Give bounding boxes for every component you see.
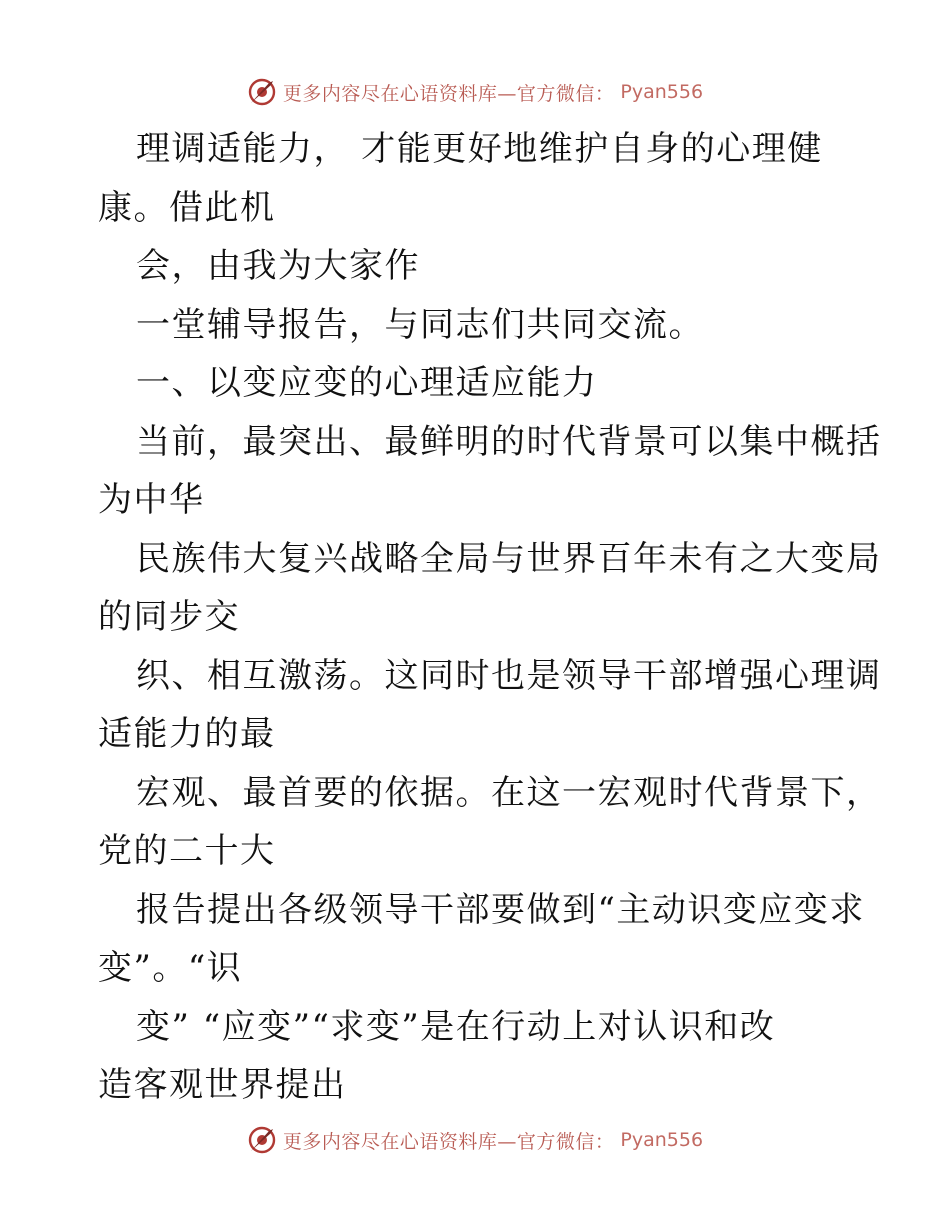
document-body (98, 120, 882, 1115)
quill-circle-logo-icon (247, 1125, 277, 1155)
text-line: 一、以变应变的心理适应能力 (136, 363, 598, 403)
text-line: 的同步交 (98, 597, 240, 637)
text-line: 织、相互激荡。这同时也是领导干部增强心理调 (136, 655, 882, 696)
text-line: 民族伟大复兴战略全局与世界百年未有之大变局 (136, 538, 882, 579)
watermark-text: 更多内容尽在心语资料库—官方微信： (282, 82, 615, 105)
text-line: 康。借此机 (98, 187, 276, 228)
watermark-wechat-id: Pyan556 (620, 1129, 704, 1151)
text-line: 一堂辅导报告，与同志们共同交流。 (136, 304, 704, 345)
text-line: 报告提出各级领导干部要做到“主动识变应变求 (136, 889, 865, 930)
text-line: 为中华 (98, 480, 205, 520)
text-line: 变”。“识 (98, 948, 243, 988)
text-line: 当前，最突出、最鲜明的时代背景可以集中概括 (136, 421, 882, 462)
text-line: 会，由我为大家作 (136, 246, 420, 286)
watermark-text: 更多内容尽在心语资料库—官方微信： (282, 1130, 615, 1153)
text-line: 党的二十大 (98, 831, 276, 871)
header-watermark (0, 72, 950, 112)
text-line: 宏观、最首要的依据。在这一宏观时代背景下， (136, 772, 882, 813)
text-line: 理调适能力， 才能更好地维护自身的心理健 (136, 129, 823, 169)
quill-circle-logo-icon (247, 77, 277, 107)
text-line: 变” “应变”“求变”是在行动上对认识和改 (136, 1006, 776, 1047)
watermark-wechat-id: Pyan556 (620, 81, 704, 103)
footer-watermark (0, 1120, 950, 1160)
text-line: 适能力的最 (98, 714, 276, 754)
text-line: 造客观世界提出 (98, 1065, 347, 1105)
